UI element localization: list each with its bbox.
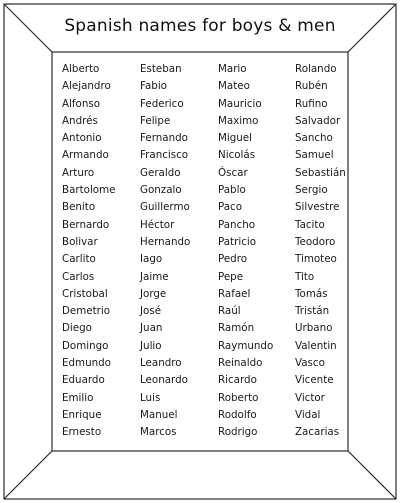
name-item: Mateo <box>218 80 250 93</box>
name-item: Iago <box>140 253 163 266</box>
name-item: Vidal <box>295 408 321 421</box>
page-title: Spanish names for boys & men <box>64 16 336 36</box>
name-item: Geraldo <box>140 166 181 179</box>
name-item: Ernesto <box>62 426 102 439</box>
name-item: Tito <box>295 270 315 283</box>
name-item: Edmundo <box>62 357 111 370</box>
name-item: Reinaldo <box>218 357 263 370</box>
name-item: Marcos <box>140 426 177 439</box>
name-item: Arturo <box>62 166 95 179</box>
name-item: Esteban <box>140 63 182 75</box>
name-item: Óscar <box>218 166 248 179</box>
name-item: Domingo <box>62 339 109 352</box>
name-item: Mauricio <box>218 97 262 110</box>
name-item: Sancho <box>295 132 333 145</box>
name-item: Roberto <box>218 391 259 404</box>
name-item: Bolivar <box>62 235 98 248</box>
name-item: Salvador <box>295 114 341 127</box>
name-item: Antonio <box>62 132 102 145</box>
name-item: Pepe <box>218 270 244 283</box>
names-grid <box>62 61 352 442</box>
name-item: José <box>140 305 162 318</box>
name-item: Sergio <box>295 184 328 197</box>
name-item: Alfonso <box>62 97 101 110</box>
name-item: Rolando <box>295 63 337 75</box>
name-item: Rodolfo <box>218 408 257 421</box>
name-item: Leandro <box>140 357 182 370</box>
name-item: Pedro <box>218 253 248 266</box>
name-item: Teodoro <box>295 235 336 248</box>
name-item: Jaime <box>140 270 169 283</box>
name-item: Nicolás <box>218 149 256 162</box>
name-item: Enrique <box>62 408 102 421</box>
name-item: Eduardo <box>62 374 105 387</box>
name-item: Armando <box>62 149 109 162</box>
name-item: Luis <box>140 391 161 404</box>
name-item: Zacarias <box>295 426 340 439</box>
name-item: Rufino <box>295 97 328 110</box>
name-item: Samuel <box>295 149 334 162</box>
name-item: Silvestre <box>295 201 340 214</box>
name-item: Carlito <box>62 253 96 266</box>
name-item: Mario <box>218 63 247 75</box>
name-item: Ricardo <box>218 374 257 387</box>
name-item: Benito <box>62 201 96 214</box>
name-item: Tacito <box>295 218 325 231</box>
name-item: Raymundo <box>218 339 274 352</box>
name-item: Maximo <box>218 114 259 127</box>
name-item: Julio <box>140 339 162 352</box>
name-item: Pancho <box>218 218 256 231</box>
name-item: Felipe <box>140 114 171 127</box>
name-item: Juan <box>140 322 163 335</box>
name-item: Héctor <box>140 218 175 231</box>
name-item: Ramón <box>218 322 255 335</box>
name-item: Tristán <box>295 305 330 318</box>
name-item: Vasco <box>295 357 325 370</box>
name-item: Bartolome <box>62 184 116 197</box>
name-item: Patricio <box>218 235 257 248</box>
name-item: Andrés <box>62 114 98 127</box>
name-item: Tomás <box>295 287 328 300</box>
name-item: Urbano <box>295 322 333 335</box>
name-item: Valentin <box>295 339 337 352</box>
name-item: Emilio <box>62 391 94 404</box>
name-item: Francisco <box>140 149 189 162</box>
name-item: Diego <box>62 322 92 335</box>
name-item: Timoteo <box>295 253 337 266</box>
name-item: Fabio <box>140 80 167 93</box>
name-item: Gonzalo <box>140 184 182 197</box>
name-item: Pablo <box>218 184 246 197</box>
name-item: Jorge <box>140 287 167 300</box>
name-item: Rubén <box>295 80 328 93</box>
name-item: Manuel <box>140 408 178 421</box>
name-item: Leonardo <box>140 374 188 387</box>
name-item: Vicente <box>295 374 334 387</box>
name-item: Victor <box>295 391 325 404</box>
name-item: Alberto <box>62 63 100 75</box>
name-item: Bernardo <box>62 218 110 231</box>
name-item: Rodrigo <box>218 426 258 439</box>
name-item: Miguel <box>218 132 253 145</box>
name-item: Rafael <box>218 287 251 300</box>
name-item: Federico <box>140 97 184 110</box>
name-item: Fernando <box>140 132 188 145</box>
name-item: Raúl <box>218 305 241 318</box>
name-item: Sebastián <box>295 166 346 179</box>
name-item: Guillermo <box>140 201 190 214</box>
name-item: Paco <box>218 201 243 214</box>
name-item: Demetrio <box>62 305 111 318</box>
name-item: Alejandro <box>62 80 111 93</box>
name-item: Cristobal <box>62 287 108 300</box>
name-item: Carlos <box>62 270 95 283</box>
name-item: Hernando <box>140 235 191 248</box>
